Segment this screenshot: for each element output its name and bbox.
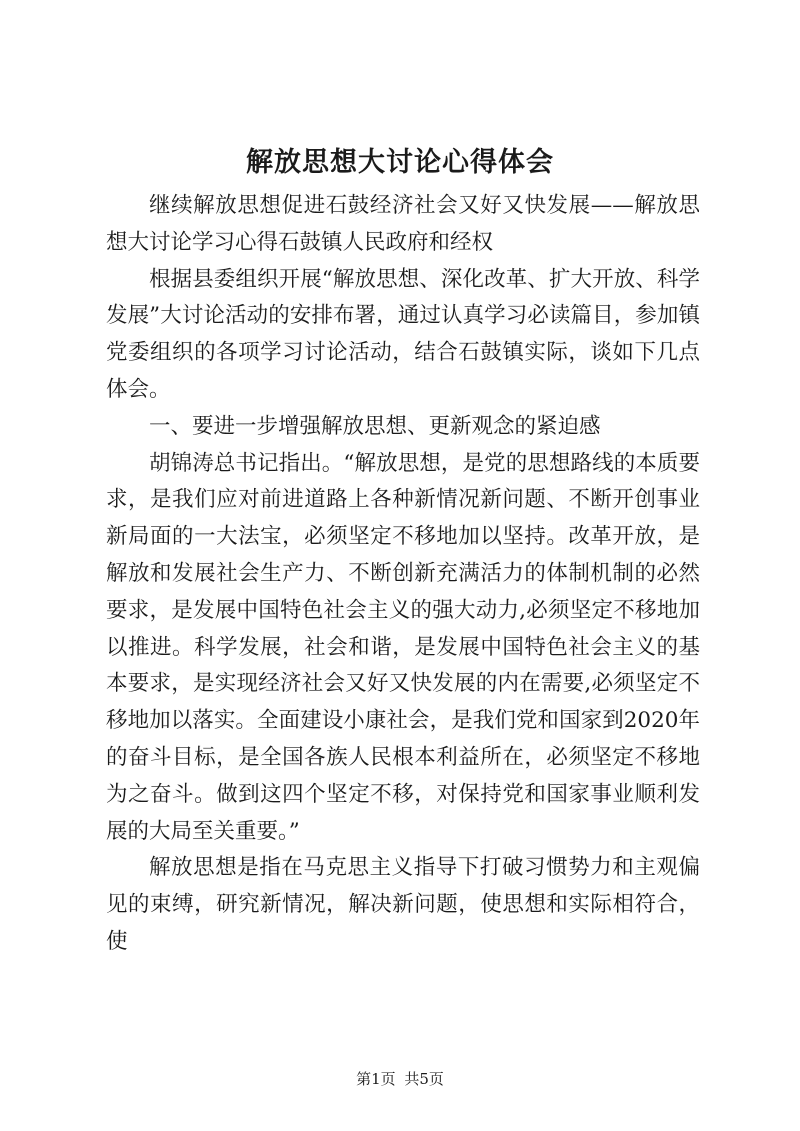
page-footer <box>0 1068 800 1089</box>
page-total: 共5页 <box>404 1070 444 1088</box>
paragraph-definition: 解放思想是指在马克思主义指导下打破习惯势力和主观偏见的束缚，研究新情况，解决新问题，使思想和实际相符合，使 <box>106 855 700 954</box>
paragraph-subtitle: 继续解放思想促进石鼓经济社会又好又快发展——解放思想大讨论学习心得石鼓镇人民政府和经权 <box>106 193 700 255</box>
section-heading: 一、要进一步增强解放思想、更新观念的紧迫感 <box>149 413 601 439</box>
document-body <box>106 188 700 961</box>
document-title: 解放思想大讨论心得体会 <box>246 147 554 178</box>
page-number: 第1页 <box>356 1070 396 1088</box>
paragraph-quote: 胡锦涛总书记指出。“解放思想，是党的思想路线的本质要求，是我们应对前进道路上各种新情况新问题、不断开创事业新局面的一大法宝，必须坚定不移地加以坚持。改革开放，是解放和发展社会生产力、不断创新充满活力的体制机制的必然要求，是发展中国特色社会主义的强大动力,必须坚定不移地加以推进。科学发展，社会和谐，是发展中国特色社会主义的基本要求，是实现经济社会又好又快发展的内在需要,必须坚定不移地加以落实。全面建设小康社会，是我们党和国家到2020年的奋斗目标，是全国各族人民根本利益所在，必须坚定不移地为之奋斗。做到这四个坚定不移，对保持党和国家事业顺利发展的大局至关重要。” <box>106 450 700 844</box>
paragraph-intro: 根据县委组织开展“解放思想、深化改革、扩大开放、科学发展”大讨论活动的安排布署，通过认真学习必读篇目，参加镇党委组织的各项学习讨论活动，结合石鼓镇实际，谈如下几点体会。 <box>106 266 700 402</box>
